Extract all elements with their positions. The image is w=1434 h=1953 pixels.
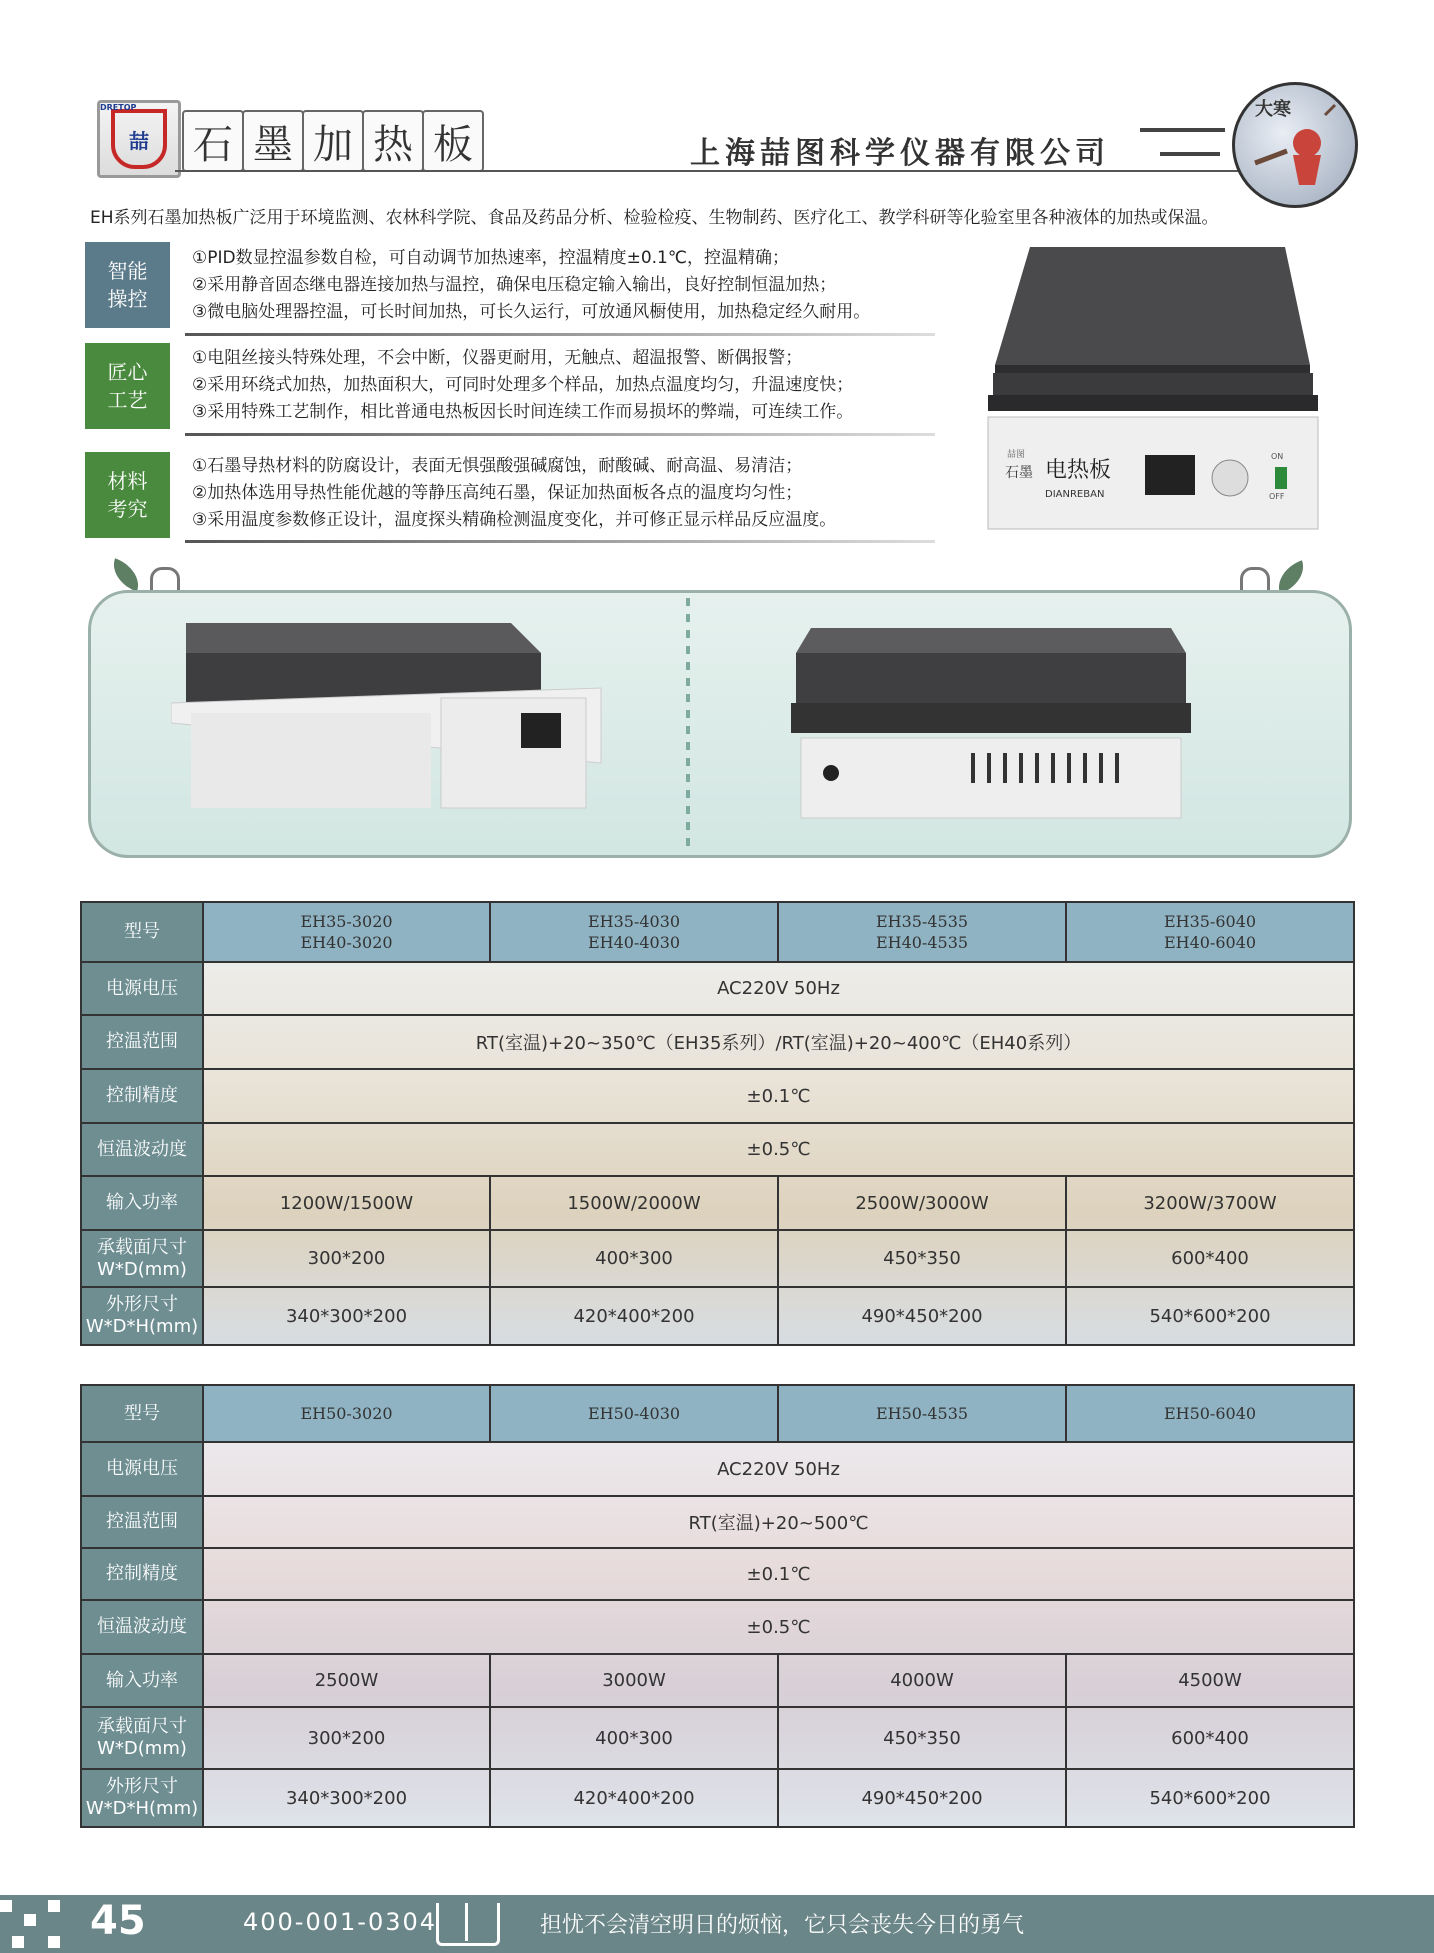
title-char-4: 热 — [362, 110, 424, 172]
row-label: 电源电压 — [81, 1442, 203, 1496]
model-cell: EH35-4535 EH40-4535 — [778, 902, 1066, 962]
model-cell: EH35-4030 EH40-4030 — [490, 902, 778, 962]
footer-deco-square — [0, 1900, 12, 1912]
row-label: 输入功率 — [81, 1654, 203, 1707]
spec-value: 400*300 — [490, 1230, 778, 1287]
feature-label-line: 工艺 — [107, 388, 148, 412]
spec-value: 300*200 — [203, 1230, 490, 1287]
row-label: 恒温波动度 — [81, 1123, 203, 1176]
table-row — [81, 1287, 1354, 1345]
feature-text-material — [192, 453, 836, 534]
feature-line: ②加热体选用导热性能优越的等静压高纯石墨，保证加热面板各点的温度均匀性； — [192, 483, 803, 503]
logo-shield: 喆 — [111, 109, 167, 169]
footer-deco-square — [48, 1900, 60, 1912]
spec-value: 2500W — [203, 1654, 490, 1707]
leaf-icon — [1272, 560, 1310, 593]
footer-deco-square — [12, 1936, 24, 1948]
feature-label-craft — [85, 343, 170, 429]
feature-divider — [185, 433, 935, 436]
row-label: 电源电压 — [81, 962, 203, 1015]
feature-text-smart — [192, 245, 870, 326]
row-label: 型号 — [81, 902, 203, 962]
table-row — [81, 1654, 1354, 1707]
book-icon — [436, 1903, 500, 1946]
spec-value: 450*350 — [778, 1230, 1066, 1287]
switch-off-label: OFF — [1269, 492, 1285, 501]
model-cell: EH35-3020 EH40-3020 — [203, 902, 490, 962]
table-row — [81, 1548, 1354, 1600]
spec-value: ±0.5℃ — [203, 1600, 1354, 1654]
spec-value: 3000W — [490, 1654, 778, 1707]
company-name: 上海喆图科学仪器有限公司 — [690, 136, 1110, 171]
feature-label-line: 匠心 — [107, 360, 148, 384]
table-row — [81, 1385, 1354, 1442]
feature-line: ③微电脑处理器控温，可长时间加热，可长久运行，可放通风橱使用，加热稳定经久耐用。 — [192, 302, 871, 322]
device-pinyin: DIANREBAN — [1045, 489, 1105, 500]
spec-value: AC220V 50Hz — [203, 1442, 1354, 1496]
feature-divider — [185, 540, 935, 543]
spec-value: 540*600*200 — [1066, 1769, 1354, 1827]
spec-value: 490*450*200 — [778, 1287, 1066, 1345]
product-image-front — [985, 245, 1320, 535]
model-cell: EH50-4030 — [490, 1385, 778, 1442]
spec-value: 3200W/3700W — [1066, 1176, 1354, 1230]
spec-value: 340*300*200 — [203, 1769, 490, 1827]
spec-value: 1200W/1500W — [203, 1176, 490, 1230]
feature-line: ①石墨导热材料的防腐设计，表面无惧强酸强碱腐蚀，耐酸碱、耐高温、易清洁； — [192, 456, 803, 476]
table-row — [81, 1769, 1354, 1827]
table-row — [81, 1015, 1354, 1069]
hotplate-illustration — [985, 245, 1320, 535]
spec-value: 540*600*200 — [1066, 1287, 1354, 1345]
spec-value: 600*400 — [1066, 1707, 1354, 1769]
row-label: 控制精度 — [81, 1069, 203, 1123]
season-badge — [1232, 82, 1358, 208]
table-row — [81, 1496, 1354, 1548]
model-cell: EH50-6040 — [1066, 1385, 1354, 1442]
spec-value: ±0.5℃ — [203, 1123, 1354, 1176]
model-cell: EH50-4535 — [778, 1385, 1066, 1442]
hotplate-back-view — [791, 623, 1191, 833]
intro-text: EH系列石墨加热板广泛用于环境监测、农林科学院、食品及药品分析、检验检疫、生物制药、医疗化工、教学科研等化验室里各种液体的加热或保温。 — [90, 208, 1219, 228]
feature-line: ②采用静音固态继电器连接加热与温控，确保电压稳定输入输出，良好控制恒温加热； — [192, 275, 837, 295]
device-name: 电热板 — [1045, 457, 1112, 482]
spec-value: 420*400*200 — [490, 1769, 778, 1827]
spec-value: RT(室温)+20~500℃ — [203, 1496, 1354, 1548]
feature-line: ②采用环绕式加热，加热面积大，可同时处理多个样品，加热点温度均匀，升温速度快； — [192, 375, 854, 395]
row-label: 输入功率 — [81, 1176, 203, 1230]
leaf-icon — [107, 558, 145, 591]
feature-divider — [185, 333, 935, 336]
title-char-2: 墨 — [242, 110, 304, 172]
row-label: 外形尺寸 W*D*H(mm) — [81, 1769, 203, 1827]
title-char-1: 石 — [182, 110, 244, 172]
feature-line: ③采用温度参数修正设计，温度探头精确检测温度变化，并可修正显示样品反应温度。 — [192, 510, 837, 530]
spec-table-eh50 — [80, 1384, 1355, 1828]
row-label: 承载面尺寸 W*D(mm) — [81, 1230, 203, 1287]
spec-value: ±0.1℃ — [203, 1548, 1354, 1600]
table-row — [81, 1123, 1354, 1176]
feature-label-smart — [85, 242, 170, 328]
table-row — [81, 902, 1354, 962]
feature-line: ③采用特殊工艺制作，相比普通电热板因长时间连续工作而易损坏的弊端，可连续工作。 — [192, 402, 854, 422]
row-label: 控制精度 — [81, 1548, 203, 1600]
table-row — [81, 1230, 1354, 1287]
row-label: 恒温波动度 — [81, 1600, 203, 1654]
row-label: 控温范围 — [81, 1496, 203, 1548]
season-illustration — [1235, 85, 1355, 205]
panel-divider — [686, 598, 690, 846]
table-row — [81, 1442, 1354, 1496]
spec-value: 490*450*200 — [778, 1769, 1066, 1827]
row-label: 外形尺寸 W*D*H(mm) — [81, 1287, 203, 1345]
device-material: 石墨 — [1005, 466, 1033, 481]
spec-value: ±0.1℃ — [203, 1069, 1354, 1123]
row-label: 控温范围 — [81, 1015, 203, 1069]
spec-value: 340*300*200 — [203, 1287, 490, 1345]
row-label: 型号 — [81, 1385, 203, 1442]
spec-value: 1500W/2000W — [490, 1176, 778, 1230]
spec-table-eh35-eh40 — [80, 901, 1355, 1346]
table-row — [81, 1600, 1354, 1654]
feature-label-line: 智能 — [107, 259, 148, 283]
spec-value: 420*400*200 — [490, 1287, 778, 1345]
logo-brand: DRETOP — [100, 103, 137, 112]
table-row — [81, 1707, 1354, 1769]
model-cell: EH50-3020 — [203, 1385, 490, 1442]
spec-value: 450*350 — [778, 1707, 1066, 1769]
table-row — [81, 1069, 1354, 1123]
table-row — [81, 1176, 1354, 1230]
phone-number: 400-001-0304 — [243, 1908, 438, 1936]
feature-label-material — [85, 452, 170, 538]
spec-value: 300*200 — [203, 1707, 490, 1769]
spec-value: AC220V 50Hz — [203, 962, 1354, 1015]
title-char-3: 加 — [302, 110, 364, 172]
spec-value: 400*300 — [490, 1707, 778, 1769]
spec-value: 4500W — [1066, 1654, 1354, 1707]
device-brand: 喆图 — [1007, 450, 1026, 460]
table-row — [81, 962, 1354, 1015]
footer-deco-square — [48, 1936, 60, 1948]
spec-value: RT(室温)+20~350℃（EH35系列）/RT(室温)+20~400℃（EH40系列） — [203, 1015, 1354, 1069]
feature-line: ①电阻丝接头特殊处理，不会中断，仪器更耐用，无触点、超温报警、断偶报警； — [192, 348, 803, 368]
feature-label-line: 材料 — [107, 469, 148, 493]
row-label: 承载面尺寸 W*D(mm) — [81, 1707, 203, 1769]
title-char-5: 板 — [422, 110, 484, 172]
header-deco-line — [1140, 128, 1225, 132]
model-cell: EH35-6040 EH40-6040 — [1066, 902, 1354, 962]
product-photo-panel — [88, 590, 1352, 858]
spec-value: 2500W/3000W — [778, 1176, 1066, 1230]
feature-line: ①PID数显控温参数自检，可自动调节加热速率，控温精度±0.1℃，控温精确； — [192, 248, 789, 268]
spec-value: 600*400 — [1066, 1230, 1354, 1287]
season-label: 大寒 — [1255, 99, 1291, 120]
spec-value: 4000W — [778, 1654, 1066, 1707]
switch-on-label: ON — [1271, 452, 1284, 461]
feature-label-line: 操控 — [107, 287, 148, 311]
page-number: 45 — [90, 1898, 146, 1944]
feature-text-craft — [192, 345, 853, 426]
feature-label-line: 考究 — [107, 497, 148, 521]
hotplate-angle-view — [171, 613, 621, 833]
header-deco-line — [1160, 152, 1220, 156]
footer-deco-square — [24, 1914, 36, 1926]
footer-slogan: 担忧不会清空明日的烦恼，它只会丧失今日的勇气 — [540, 1913, 1025, 1938]
